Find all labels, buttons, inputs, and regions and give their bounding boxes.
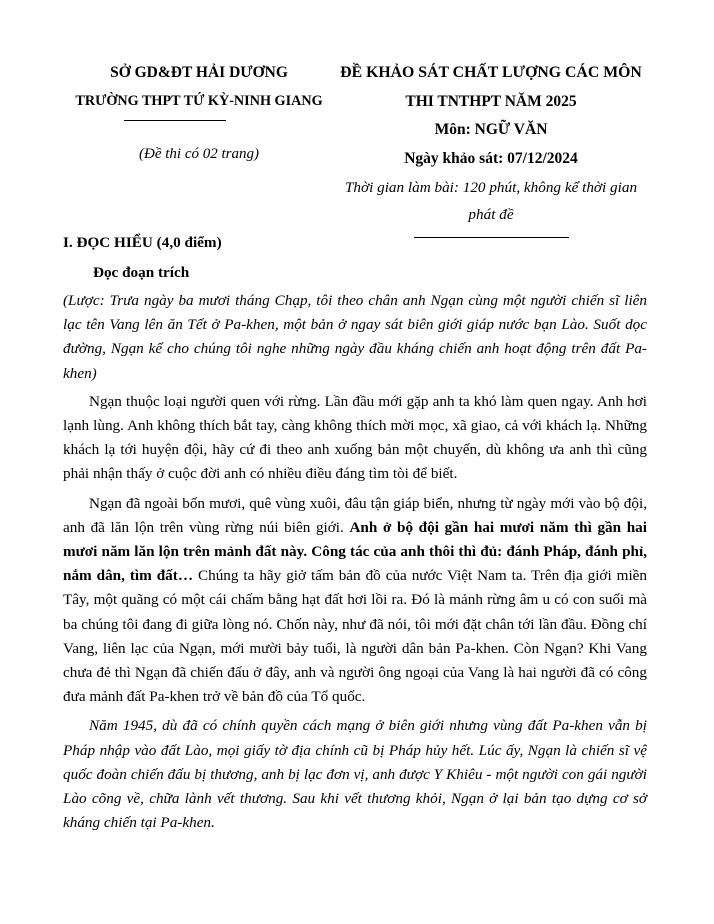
header-rule bbox=[414, 237, 569, 238]
time-allowed-line1: Thời gian làm bài: 120 phút, không kể thời gian bbox=[344, 179, 638, 196]
excerpt-summary: (Lược: Trưa ngày ba mươi tháng Chạp, tôi theo chân anh Ngạn cùng một người chiến sĩ liên lạc tên Vang lên ăn Tết ở Pa-khen, một bản ở ngay sát biên giới giáp nước bạn Lào. Suốt dọc đường, Ngạn kể cho chúng tôi nghe những ngày đầu kháng chiến anh hoạt động trên đất Pa- khen) bbox=[63, 292, 647, 382]
paragraph-2-start: Ngạn đã ngoài bốn mươi, quê vùng xuôi, đâu tận giáp biển, nhưng từ ngày mới vào bộ đội, anh đã lăn lộn trên vùng rừng núi biên giới. bbox=[63, 494, 647, 536]
paragraph-2-bold: Anh ở bộ đội gần hai mươi năm thì gần hai mươi năm lăn lộn trên mảnh đất này. Công tác của anh thôi thì đủ: đánh Pháp, đánh phỉ, nắm dân, tìm đất… bbox=[63, 518, 647, 585]
excerpt-label: Đọc đoạn trích bbox=[93, 264, 190, 281]
pages-note: (Đề thi có 02 trang) bbox=[139, 146, 259, 162]
time-allowed-line2: phát đề bbox=[468, 206, 514, 223]
school-underline bbox=[124, 120, 226, 121]
exam-title-line2: THI TNTHPT NĂM 2025 bbox=[405, 93, 577, 110]
paragraph-1: Ngạn thuộc loại người quen với rừng. Lần đầu mới gặp anh ta khó làm quen ngay. Anh hơi lạnh lùng. Anh không thích bắt tay, càng không thích mời mọc, xã giao, cả với khách lạ. Những khách lạ tới huyện đội, hãy cứ đi theo anh xuống bản một chuyến, dù không ưa anh thì cũng phải nhận thấy ở cuộc đời anh có nhiều điều đáng tìm tòi để biết. bbox=[63, 392, 647, 483]
section-heading: I. ĐỌC HIỂU (4,0 điểm) bbox=[63, 234, 222, 251]
department-name: SỞ GD&ĐT HẢI DƯƠNG bbox=[110, 64, 288, 81]
excerpt-body bbox=[63, 289, 647, 835]
school-name: TRƯỜNG THPT TỨ KỲ-NINH GIANG bbox=[75, 93, 323, 109]
paragraph-3: Năm 1945, dù đã có chính quyền cách mạng ở biên giới nhưng vùng đất Pa-khen vẫn bị Pháp nhập vào đất Lào, mọi giấy tờ địa chính cũ bị Pháp hủy hết. Lúc ấy, Ngạn là chiến sĩ vệ quốc đoàn chiến đấu bị thương, anh bị lạc đơn vị, anh được Y Khiêu - một người con gái người Lào cõng về, chữa lành vết thương. Sau khi vết thương khỏi, Ngạn ở lại bản tạo dựng cơ sở kháng chiến tại Pa-khen. bbox=[63, 717, 647, 832]
paragraph-2 bbox=[63, 492, 647, 710]
exam-date: Ngày khảo sát: 07/12/2024 bbox=[404, 150, 578, 167]
subject: Môn: NGỮ VĂN bbox=[434, 121, 548, 138]
paragraph-2-end: Chúng ta hãy giở tấm bản đồ của nước Việt Nam ta. Trên địa giới miền Tây, một quãng có một cái chấm bằng hạt đất hơi lồi ra. Đó là mảnh rừng âm u có con suối mà ba chúng tôi đang đi giữa lòng nó. Chốn này, như đã nói, tôi mới đặt chân tới lần đầu. Đồng chí Vang, liên lạc của Ngạn, mới mười bảy tuổi, là người dân bản Pa-khen. Còn Ngạn? Khi Vang chưa đẻ thì Ngạn đã chiến đấu ở đây, anh và người ông ngoại của Vang là hai người đã có công đưa mảnh đất Pa-khen trở về bản đồ của Tổ quốc. bbox=[63, 567, 647, 706]
exam-title-line1: ĐỀ KHẢO SÁT CHẤT LƯỢNG CÁC MÔN bbox=[340, 64, 642, 81]
